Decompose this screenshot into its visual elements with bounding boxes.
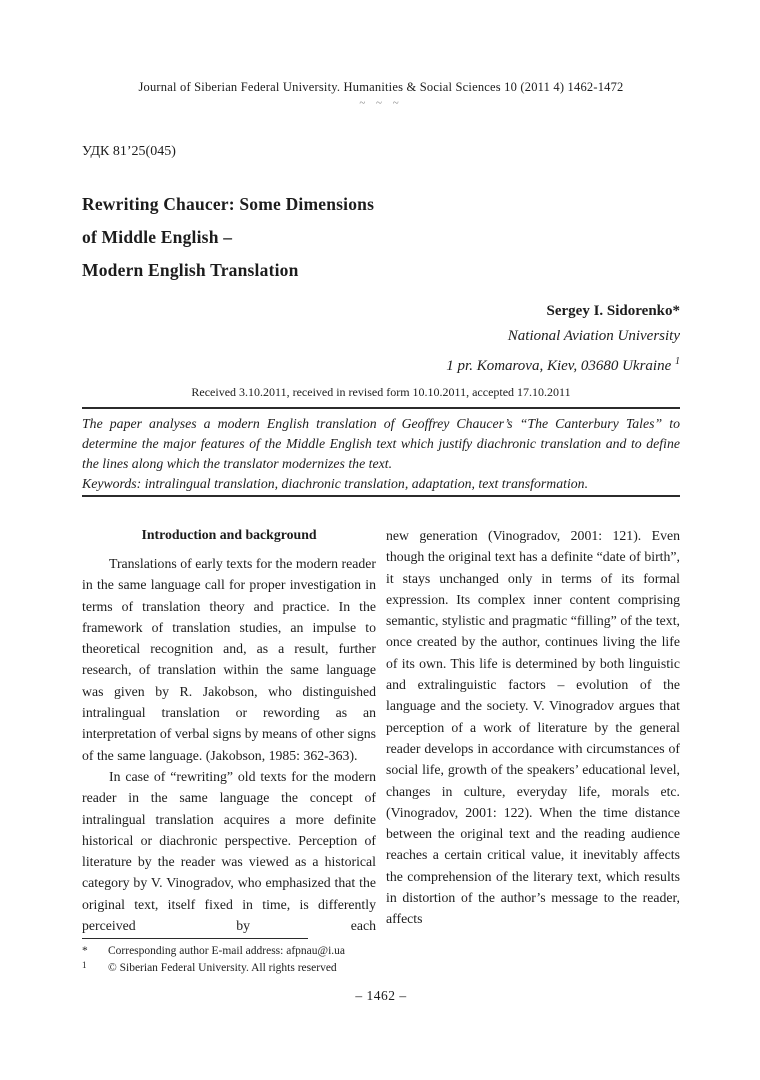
footnote-marker: * <box>82 945 88 958</box>
body-columns <box>82 525 680 936</box>
section-heading: Introduction and background <box>141 527 317 542</box>
tilde-separator: ~ ~ ~ <box>359 97 403 109</box>
body-paragraph: Translations of early texts for the modern reader in the same language call for proper investigation in terms of translation theory and practice. In the framework of translation studies, an impulse to theoretical recognition and, as a result, further research, of translation within the same language was given by R. Jakobson, who distinguished intralingual translation or rewording as an interpretation of verbal signs by means of other signs of the same language. (Jakobson, 1985: 362-363). <box>82 556 376 763</box>
article-title <box>82 188 680 287</box>
article-title-line-3: Modern English Translation <box>82 260 299 280</box>
author-affiliation: National Aviation University <box>507 328 680 344</box>
body-paragraph: new generation (Vinogradov, 2001: 121). Even though the original text has a definite “date of birth”, it stays unchanged only in terms of its formal expression. Its complex inner content comprising semantic, stylistic and pragmatic “filling” of the text, once created by the author, continues living the life of its own. This life is determined by both linguistic and extralinguistic factors – evolution of the language and the society. V. Vinogradov argues that perception of a work of literature by the general reader develops in accordance with circumstances of social life, growth of the speakers’ educational level, changes in culture, everyday life, morals etc. (Vinogradov, 2001: 122). When the time distance between the original text and the reading audience reaches a certain critical value, it inevitably affects the comprehension of the literary text, which results in distortion of the author’s message to the reader, affects <box>386 528 680 927</box>
abstract-text: The paper analyses a modern English translation of Geoffrey Chaucer’s “The Canterbury Tales” to determine the major features of the Middle English text which justify diachronic translation and to define the lines along which the translator modernizes the text. <box>82 416 680 471</box>
footnotes-block <box>82 938 680 977</box>
article-title-line-2: of Middle English – <box>82 227 233 247</box>
footnote-text: Corresponding author E-mail address: afpnau@i.ua <box>108 945 346 958</box>
author-name: Sergey I. Sidorenko* <box>546 303 680 319</box>
author-address <box>82 349 680 379</box>
udc-code: УДК 81’25(045) <box>82 144 176 159</box>
keywords-line: Keywords: intralingual translation, diachronic translation, adaptation, text transformation. <box>82 476 589 491</box>
abstract-bottom-divider <box>82 495 680 497</box>
received-dates: Received 3.10.2011, received in revised form 10.10.2011, accepted 17.10.2011 <box>191 385 571 399</box>
footnote-marker: 1 <box>82 960 87 971</box>
right-column <box>386 525 680 936</box>
author-block <box>82 299 680 379</box>
author-address-text: 1 pr. Komarova, Kiev, 03680 Ukraine <box>446 358 672 374</box>
footnote-copyright <box>82 960 680 977</box>
left-column <box>82 525 376 936</box>
footnote-text: © Siberian Federal University. All rights reserved <box>108 962 337 975</box>
page-number: – 1462 – <box>355 988 407 1004</box>
footnote-corresponding-author <box>82 943 680 960</box>
article-title-line-1: Rewriting Chaucer: Some Dimensions <box>82 194 375 214</box>
abstract-top-divider <box>82 407 680 409</box>
author-footnote-ref: 1 <box>675 356 680 367</box>
footnote-divider <box>82 938 308 939</box>
journal-header: Journal of Siberian Federal University. Humanities & Social Sciences 10 (2011 4) 1462-1472 <box>138 80 624 94</box>
body-paragraph: In case of “rewriting” old texts for the modern reader in the same language the concept of intralingual translation acquires a more definite historical or diachronic perspective. Perception of literature by the reader was viewed as a historical category by V. Vinogradov, who emphasized that the original text, itself fixed in time, is differently perceived by each <box>82 768 376 934</box>
